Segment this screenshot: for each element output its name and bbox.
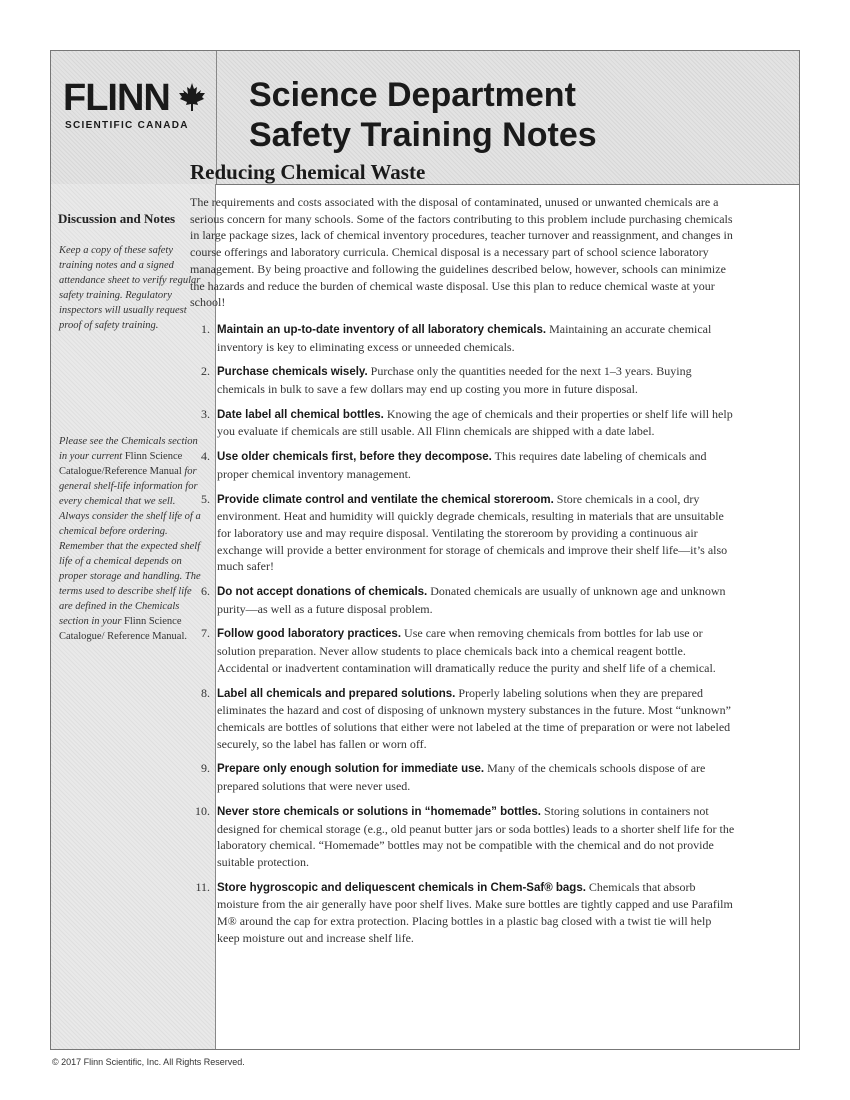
guideline-list — [190, 321, 735, 947]
item-lead: Maintain an up-to-date inventory of all laboratory chemicals. — [217, 323, 547, 336]
main-content — [190, 160, 735, 954]
sidebar-note-shelf-life — [59, 434, 207, 644]
guideline-item — [190, 760, 735, 794]
guideline-item — [190, 803, 735, 871]
guideline-item — [190, 406, 735, 440]
sidebar-note-training: Keep a copy of these safety training notes and a signed attendance sheet to verify regular safety training. Regulatory inspectors will usually request proof of safety training. — [59, 245, 201, 331]
item-lead: Label all chemicals and prepared solutions. — [217, 687, 456, 700]
item-number: 8. — [201, 685, 210, 700]
item-lead: Do not accept donations of chemicals. — [217, 586, 428, 599]
item-number: 2. — [201, 364, 210, 379]
item-lead: Never store chemicals or solutions in “homemade” bottles. — [217, 805, 542, 818]
guideline-item — [190, 685, 735, 753]
item-number: 1. — [201, 321, 210, 336]
title-line-1: Science Department — [249, 76, 576, 114]
item-text: Store chemicals in a cool, dry environment. Heat and humidity will quickly degrade chemicals, resulting in materials that are unsuitable for laboratory use and may require disposal. Ventilating the storeroom by providing a continuous air exchange will provide a better environment for storage of chemicals and improve their shelf life—it’s also much safer! — [217, 491, 728, 574]
guideline-item — [190, 363, 735, 397]
item-number: 9. — [201, 761, 210, 776]
item-number: 4. — [201, 449, 210, 464]
catalogue-reference: Flinn Science Catalogue/Reference Manual — [59, 451, 183, 477]
title-line-2: Safety Training Notes — [249, 116, 597, 154]
item-number: 6. — [201, 584, 210, 599]
item-text: Donated chemicals are usually of unknown age and unknown purity—as well as a future disposal problem. — [217, 584, 726, 616]
item-text: This requires date labeling of chemicals and proper chemical inventory management. — [217, 449, 707, 481]
guideline-item — [190, 583, 735, 617]
guideline-item — [190, 448, 735, 482]
copyright-footer: © 2017 Flinn Scientific, Inc. All Rights Reserved. — [52, 1057, 245, 1067]
item-text: Knowing the age of chemicals and their properties or shelf life will help you evaluate if chemicals are still usable. All Flinn chemicals are shipped with a date label. — [217, 406, 733, 439]
intro-paragraph: The requirements and costs associated with the disposal of contaminated, unused or unwanted chemicals are a serious concern for many schools. Some of the factors contributing to this problem include purchasing chemicals in large package sizes, lack of chemical inventory procedures, teacher turnover and reassignment, and changes in course offerings and laboratory curricula. Chemical disposal is a necessary part of school science laboratory management. By being proactive and following the guidelines described below, however, schools can minimize the hazards and reduce the burden of chemical waste disposal. Use this plan to reduce chemical waste at your school! — [190, 195, 733, 310]
guideline-item — [190, 321, 735, 355]
logo-subtitle: SCIENTIFIC CANADA — [65, 120, 189, 131]
item-number: 10. — [195, 803, 210, 818]
item-text: Maintaining an accurate chemical inventory is key to eliminating excess or unneeded chemicals. — [217, 321, 712, 354]
item-lead: Provide climate control and ventilate the chemical storeroom. — [217, 493, 554, 506]
guideline-item — [190, 491, 735, 576]
item-text: Use care when removing chemicals from bottles for lab use or solution preparation. Never allow students to place chemicals back into a chemical reagent bottle. Accidental or inadvertent contamination will dramatically reduce the purity and shelf life of a chemical. — [217, 626, 716, 675]
flinn-logo — [63, 78, 213, 138]
item-text: Chemicals that absorb moisture from the air generally have poor shelf lives. Make sure bottles are tightly capped and use Parafilm M® around the cap for extra protection. Placing bottles in a plastic bag closed with a twist tie will help keep moisture out and increase shelf life. — [217, 879, 733, 945]
section-heading: Reducing Chemical Waste — [190, 160, 426, 184]
note-text: . — [184, 631, 187, 642]
sidebar-heading: Discussion and Notes — [58, 211, 176, 226]
note-text: for general shelf-life information for every chemical that we sell. Always consider the shelf life of a chemical before ordering. Remember that the expected shelf life of a chemical depends on proper storage and handling. The terms used to describe shelf life are defined in the Chemicals section in your — [59, 466, 201, 627]
catalogue-reference: Flinn Science Catalogue/ Reference Manual — [59, 616, 185, 642]
item-lead: Store hygroscopic and deliquescent chemicals in Chem-Saf® bags. — [217, 881, 586, 894]
item-number: 11. — [195, 879, 210, 894]
guideline-item — [190, 625, 735, 676]
item-number: 7. — [201, 626, 210, 641]
page-title — [249, 75, 789, 155]
item-text: Properly labeling solutions when they are prepared eliminates the hazard and cost of disposing of unknown mystery substances in the future. Most “unknown” chemicals are bottles of solutions that either were not labeled at the time of preparation or were not labeled securely, so the label has fallen or worn off. — [217, 685, 731, 751]
item-lead: Use older chemicals first, before they decompose. — [217, 451, 492, 464]
item-lead: Purchase chemicals wisely. — [217, 366, 368, 379]
item-text: Purchase only the quantities needed for the next 1–3 years. Buying chemicals in bulk to save a few dollars may end up costing you more in future disposal. — [217, 364, 692, 397]
item-text: Storing solutions in containers not designed for chemical storage (e.g., old peanut butter jars or soda bottles) leads to a shorter shelf life for the laboratory chemical. “Homemade” bottles may not be compatible with the chemical and do not provide suitable protection. — [217, 803, 735, 869]
item-text: Many of the chemicals schools dispose of are prepared solutions that were never used. — [217, 761, 706, 794]
guideline-item — [190, 879, 735, 947]
item-lead: Prepare only enough solution for immediate use. — [217, 763, 485, 776]
note-text: Please see the Chemicals section in your current — [59, 436, 198, 462]
item-lead: Follow good laboratory practices. — [217, 628, 402, 641]
item-lead: Date label all chemical bottles. — [217, 408, 384, 421]
logo-wordmark: FLINN — [63, 77, 170, 119]
item-number: 3. — [201, 406, 210, 421]
item-number: 5. — [201, 491, 210, 506]
maple-leaf-icon — [177, 82, 207, 112]
